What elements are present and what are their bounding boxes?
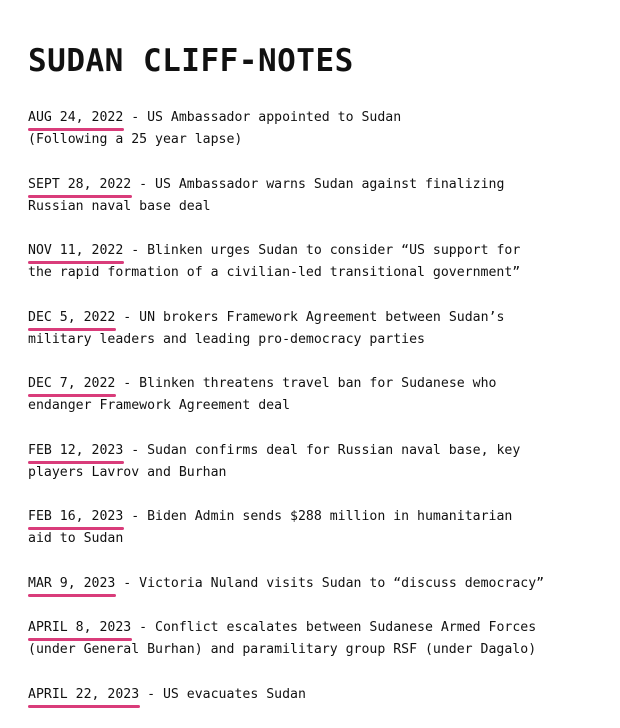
- entry-date: DEC 7, 2022: [28, 373, 115, 395]
- entry-separator: -: [123, 509, 148, 524]
- entry-text: Conflict escalates between Sudanese Armed Forces: [155, 620, 537, 635]
- entry-line-1: [28, 440, 613, 462]
- entry-line-1: [28, 174, 613, 196]
- entry-date: AUG 24, 2022: [28, 107, 123, 129]
- entry-line-2: players Lavrov and Burhan: [28, 464, 227, 480]
- entry-line-1: [28, 307, 613, 329]
- entry-separator: -: [115, 376, 140, 391]
- entry-line-2: the rapid formation of a civilian-led transitional government”: [28, 265, 521, 280]
- timeline-entry: [28, 373, 613, 417]
- entry-separator: -: [123, 442, 148, 458]
- entry-date: MAR 9, 2023: [28, 573, 115, 595]
- entry-text: UN brokers Framework Agreement between Sudan’s: [139, 309, 505, 325]
- entry-line-2: (Following a 25 year lapse): [28, 132, 243, 147]
- entry-line-2: endanger Framework Agreement deal: [28, 398, 291, 413]
- entry-date: APRIL 8, 2023: [28, 617, 131, 639]
- entry-text: Victoria Nuland visits Sudan to “discuss democracy”: [139, 575, 545, 591]
- timeline-entry: [28, 506, 613, 550]
- timeline-entry: [28, 684, 613, 706]
- entry-text: Blinken urges Sudan to consider “US support for: [147, 243, 521, 258]
- entry-separator: -: [131, 176, 156, 192]
- entry-date: FEB 16, 2023: [28, 506, 123, 528]
- timeline-entry: [28, 617, 613, 661]
- entry-line-1: [28, 107, 613, 129]
- entry-text: US evacuates Sudan: [162, 686, 306, 702]
- entry-date: DEC 5, 2022: [28, 307, 115, 329]
- entry-line-2: aid to Sudan: [28, 531, 124, 546]
- entry-separator: -: [131, 620, 156, 635]
- entry-text: US Ambassador appointed to Sudan: [147, 110, 402, 125]
- entry-text: Sudan confirms deal for Russian naval base, key: [147, 442, 521, 458]
- entry-separator: -: [123, 243, 148, 258]
- timeline-entry: [28, 240, 613, 284]
- timeline-entry: [28, 573, 613, 595]
- entry-line-1: [28, 573, 613, 595]
- entry-line-1: [28, 684, 613, 706]
- entry-line-2: Russian naval base deal: [28, 198, 211, 214]
- page-title: SUDAN CLIFF-NOTES: [28, 43, 354, 79]
- entry-separator: -: [139, 686, 163, 702]
- entry-line-1: [28, 373, 613, 395]
- timeline-entry: [28, 174, 613, 218]
- entry-date: NOV 11, 2022: [28, 240, 123, 262]
- entry-line-2: military leaders and leading pro-democracy parties: [28, 331, 425, 347]
- entry-text: Blinken threatens travel ban for Sudanese who: [139, 376, 497, 391]
- entry-line-1: [28, 506, 613, 528]
- entry-line-2: (under General Burhan) and paramilitary group RSF (under Dagalo): [28, 642, 537, 657]
- entry-date: SEPT 28, 2022: [28, 174, 131, 196]
- entry-text: US Ambassador warns Sudan against finalizing: [155, 176, 505, 192]
- entry-date: APRIL 22, 2023: [28, 684, 139, 706]
- entry-separator: -: [115, 575, 140, 591]
- document-page: [28, 0, 613, 728]
- entry-text: Biden Admin sends $288 million in humanitarian: [147, 509, 513, 524]
- timeline-entry: [28, 107, 613, 151]
- timeline-entry: [28, 307, 613, 351]
- timeline-entry: [28, 440, 613, 484]
- entry-separator: -: [115, 309, 140, 325]
- entry-line-1: [28, 617, 613, 639]
- entry-date: FEB 12, 2023: [28, 440, 123, 462]
- entry-line-1: [28, 240, 613, 262]
- entry-separator: -: [123, 110, 148, 125]
- timeline-list: [28, 107, 613, 706]
